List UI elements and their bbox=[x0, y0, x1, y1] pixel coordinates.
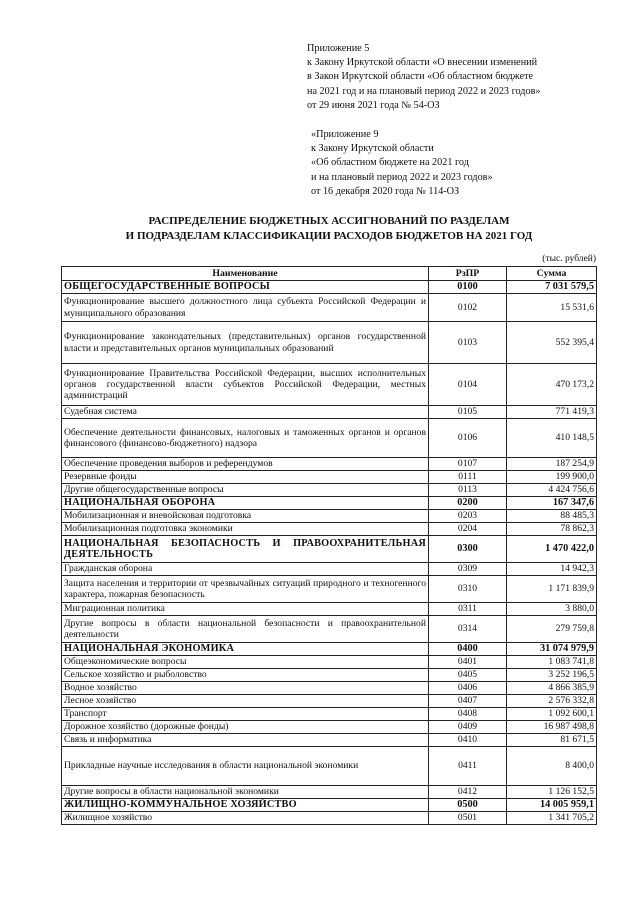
row-name: Обеспечение проведения выборов и референдумов bbox=[62, 458, 429, 471]
row-sum: 410 148,5 bbox=[507, 419, 597, 458]
row-name: ЖИЛИЩНО-КОММУНАЛЬНОЕ ХОЗЯЙСТВО bbox=[62, 799, 429, 812]
appendix-line: в Закон Иркутской области «Об областном бюджете bbox=[307, 71, 534, 83]
row-code: 0407 bbox=[429, 695, 507, 708]
row-sum: 1 083 741,8 bbox=[507, 656, 597, 669]
row-code: 0100 bbox=[429, 281, 507, 294]
appendix-line: к Закону Иркутской области «О внесении изменений bbox=[307, 57, 538, 69]
table-row bbox=[62, 576, 597, 603]
row-sum: 1 341 705,2 bbox=[507, 812, 597, 825]
budget-allocation-table bbox=[61, 266, 597, 825]
row-name: Транспорт bbox=[62, 708, 429, 721]
row-sum: 3 880,0 bbox=[507, 603, 597, 616]
table-row bbox=[62, 510, 597, 523]
appendix-law-reference bbox=[307, 42, 627, 113]
row-name: Общеэкономические вопросы bbox=[62, 656, 429, 669]
row-name: Миграционная политика bbox=[62, 603, 429, 616]
table-row bbox=[62, 656, 597, 669]
row-sum: 3 252 196,5 bbox=[507, 669, 597, 682]
table-section-row bbox=[62, 799, 597, 812]
row-name: Функционирование высшего должностного лица субъекта Российской Федерации и муниципального образования bbox=[62, 294, 429, 322]
row-code: 0309 bbox=[429, 563, 507, 576]
header-name: Наименование bbox=[62, 267, 429, 281]
table-row bbox=[62, 484, 597, 497]
row-sum: 14 942,3 bbox=[507, 563, 597, 576]
row-code: 0102 bbox=[429, 294, 507, 322]
row-code: 0500 bbox=[429, 799, 507, 812]
row-code: 0314 bbox=[429, 616, 507, 643]
row-sum: 1 470 422,0 bbox=[507, 536, 597, 563]
row-sum: 1 171 839,9 bbox=[507, 576, 597, 603]
appendix-line: от 16 декабря 2020 года № 114-ОЗ bbox=[311, 185, 460, 197]
table-section-row bbox=[62, 497, 597, 510]
row-name: Другие вопросы в области национальной безопасности и правоохранительной деятельности bbox=[62, 616, 429, 643]
row-code: 0107 bbox=[429, 458, 507, 471]
row-name: ОБЩЕГОСУДАРСТВЕННЫЕ ВОПРОСЫ bbox=[62, 281, 429, 294]
row-sum: 167 347,6 bbox=[507, 497, 597, 510]
row-name: Сельское хозяйство и рыболовство bbox=[62, 669, 429, 682]
row-name: Связь и информатика bbox=[62, 734, 429, 747]
row-code: 0405 bbox=[429, 669, 507, 682]
row-name: Гражданская оборона bbox=[62, 563, 429, 576]
row-code: 0105 bbox=[429, 406, 507, 419]
appendix-line: «Приложение 9 bbox=[311, 129, 379, 140]
row-code: 0400 bbox=[429, 643, 507, 656]
table-row bbox=[62, 294, 597, 322]
table-row bbox=[62, 603, 597, 616]
table-row bbox=[62, 458, 597, 471]
row-code: 0408 bbox=[429, 708, 507, 721]
document-title-line: И ПОДРАЗДЕЛАМ КЛАССИФИКАЦИИ РАСХОДОВ БЮДЖЕТОВ НА 2021 ГОД bbox=[125, 230, 533, 242]
row-sum: 88 485,3 bbox=[507, 510, 597, 523]
row-code: 0410 bbox=[429, 734, 507, 747]
row-code: 0401 bbox=[429, 656, 507, 669]
row-sum: 15 531,6 bbox=[507, 294, 597, 322]
table-section-row bbox=[62, 643, 597, 656]
document-title-line: РАСПРЕДЕЛЕНИЕ БЮДЖЕТНЫХ АССИГНОВАНИЙ ПО РАЗДЕЛАМ bbox=[148, 215, 510, 227]
appendix-original-reference bbox=[311, 128, 631, 199]
row-name: Мобилизационная и вневойсковая подготовка bbox=[62, 510, 429, 523]
row-name: Другие вопросы в области национальной экономики bbox=[62, 786, 429, 799]
table-header-row bbox=[62, 267, 597, 281]
row-code: 0409 bbox=[429, 721, 507, 734]
table-row bbox=[62, 708, 597, 721]
row-name: Судебная система bbox=[62, 406, 429, 419]
table-row bbox=[62, 364, 597, 406]
row-code: 0310 bbox=[429, 576, 507, 603]
row-name: Водное хозяйство bbox=[62, 682, 429, 695]
row-sum: 187 254,9 bbox=[507, 458, 597, 471]
row-sum: 1 092 600,1 bbox=[507, 708, 597, 721]
table-row bbox=[62, 682, 597, 695]
row-name: Резервные фонды bbox=[62, 471, 429, 484]
header-sum: Сумма bbox=[507, 267, 597, 281]
row-code: 0501 bbox=[429, 812, 507, 825]
row-name: Функционирование Правительства Российской Федерации, высших исполнительных органов государственной власти субъектов Российской Федерации, местных администраций bbox=[62, 364, 429, 406]
table-row bbox=[62, 747, 597, 786]
row-code: 0104 bbox=[429, 364, 507, 406]
row-code: 0411 bbox=[429, 747, 507, 786]
row-code: 0412 bbox=[429, 786, 507, 799]
row-code: 0106 bbox=[429, 419, 507, 458]
row-sum: 199 900,0 bbox=[507, 471, 597, 484]
row-name: НАЦИОНАЛЬНАЯ ЭКОНОМИКА bbox=[62, 643, 429, 656]
table-row bbox=[62, 786, 597, 799]
row-code: 0203 bbox=[429, 510, 507, 523]
row-sum: 470 173,2 bbox=[507, 364, 597, 406]
appendix-line: и на плановый период 2022 и 2023 годов» bbox=[311, 171, 493, 183]
row-name: Лесное хозяйство bbox=[62, 695, 429, 708]
row-code: 0111 bbox=[429, 471, 507, 484]
table-row bbox=[62, 616, 597, 643]
row-code: 0300 bbox=[429, 536, 507, 563]
table-row bbox=[62, 419, 597, 458]
table-row bbox=[62, 322, 597, 364]
row-sum: 8 400,0 bbox=[507, 747, 597, 786]
row-name: Прикладные научные исследования в области национальной экономики bbox=[62, 747, 429, 786]
table-row bbox=[62, 669, 597, 682]
row-code: 0200 bbox=[429, 497, 507, 510]
appendix-line: Приложение 5 bbox=[307, 43, 370, 54]
row-code: 0204 bbox=[429, 523, 507, 536]
appendix-line: к Закону Иркутской области bbox=[311, 143, 434, 155]
units-note: (тыс. рублей) bbox=[542, 254, 596, 264]
table-row bbox=[62, 734, 597, 747]
row-code: 0113 bbox=[429, 484, 507, 497]
row-sum: 552 395,4 bbox=[507, 322, 597, 364]
row-name: НАЦИОНАЛЬНАЯ ОБОРОНА bbox=[62, 497, 429, 510]
row-sum: 14 005 959,1 bbox=[507, 799, 597, 812]
document-title bbox=[60, 214, 598, 244]
header-code: РзПР bbox=[429, 267, 507, 281]
row-sum: 78 862,3 bbox=[507, 523, 597, 536]
row-sum: 1 126 152,5 bbox=[507, 786, 597, 799]
row-name: НАЦИОНАЛЬНАЯ БЕЗОПАСНОСТЬ И ПРАВООХРАНИТЕЛЬНАЯ ДЕЯТЕЛЬНОСТЬ bbox=[62, 536, 429, 563]
appendix-line: на 2021 год и на плановый период 2022 и 2023 годов» bbox=[307, 85, 541, 97]
row-code: 0311 bbox=[429, 603, 507, 616]
row-name: Мобилизационная подготовка экономики bbox=[62, 523, 429, 536]
table-row bbox=[62, 471, 597, 484]
table-row bbox=[62, 563, 597, 576]
row-sum: 771 419,3 bbox=[507, 406, 597, 419]
table-row bbox=[62, 406, 597, 419]
row-sum: 7 031 579,5 bbox=[507, 281, 597, 294]
row-name: Защита населения и территории от чрезвычайных ситуаций природного и техногенного характера, пожарная безопасность bbox=[62, 576, 429, 603]
row-sum: 4 866 385,9 bbox=[507, 682, 597, 695]
table-section-row bbox=[62, 536, 597, 563]
row-sum: 4 424 756,6 bbox=[507, 484, 597, 497]
row-sum: 31 074 979,9 bbox=[507, 643, 597, 656]
row-name: Функционирование законодательных (представительных) органов государственной власти и представительных органов муниципальных образований bbox=[62, 322, 429, 364]
row-sum: 16 987 498,8 bbox=[507, 721, 597, 734]
row-name: Жилищное хозяйство bbox=[62, 812, 429, 825]
row-sum: 2 576 332,8 bbox=[507, 695, 597, 708]
row-code: 0406 bbox=[429, 682, 507, 695]
row-code: 0103 bbox=[429, 322, 507, 364]
table-body bbox=[62, 281, 597, 825]
row-sum: 81 671,5 bbox=[507, 734, 597, 747]
table-row bbox=[62, 695, 597, 708]
appendix-line: «Об областном бюджете на 2021 год bbox=[311, 157, 469, 169]
appendix-line: от 29 июня 2021 года № 54-ОЗ bbox=[307, 99, 440, 111]
table-section-row bbox=[62, 281, 597, 294]
row-sum: 279 759,8 bbox=[507, 616, 597, 643]
table-row bbox=[62, 523, 597, 536]
row-name: Дорожное хозяйство (дорожные фонды) bbox=[62, 721, 429, 734]
row-name: Обеспечение деятельности финансовых, налоговых и таможенных органов и органов финансового (финансово-бюджетного) надзора bbox=[62, 419, 429, 458]
table-row bbox=[62, 812, 597, 825]
table-row bbox=[62, 721, 597, 734]
row-name: Другие общегосударственные вопросы bbox=[62, 484, 429, 497]
